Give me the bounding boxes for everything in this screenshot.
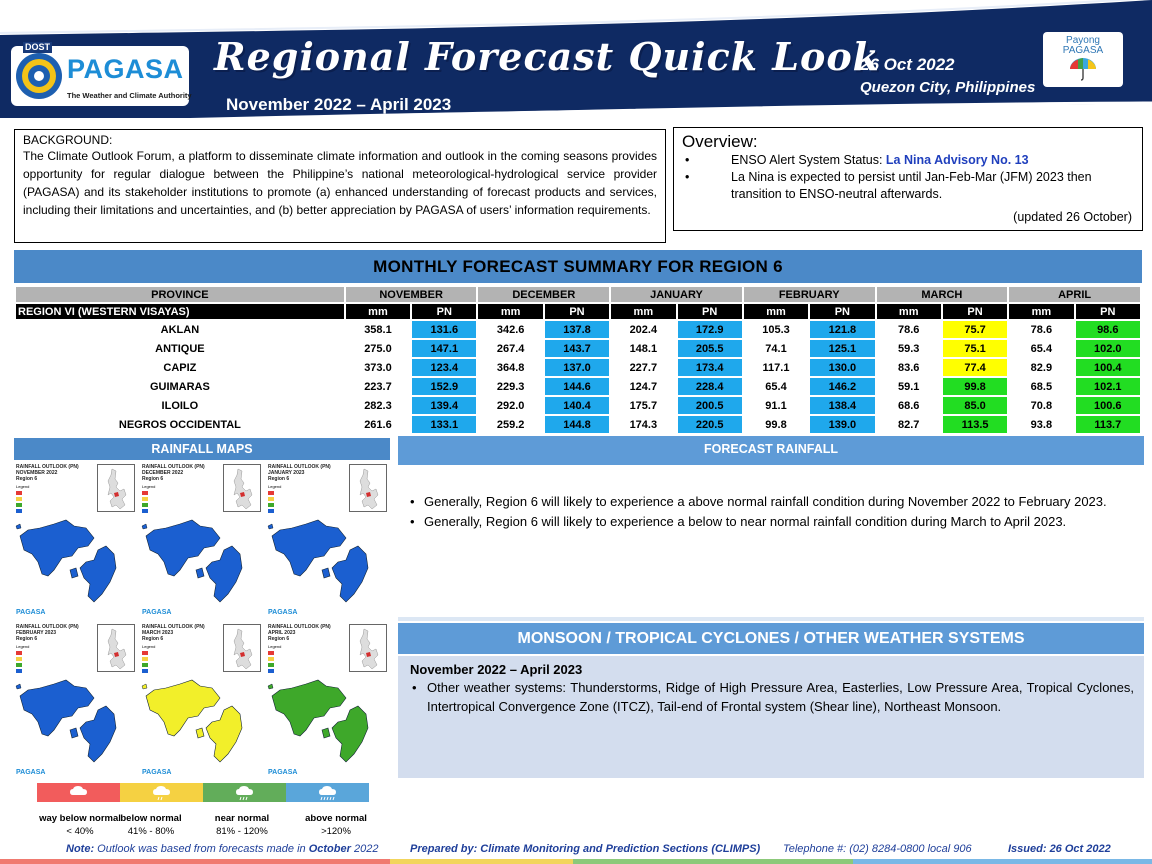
- pn-value: 152.9: [412, 378, 476, 395]
- legend-range: 41% - 80%: [127, 826, 175, 837]
- pn-value: 139.0: [810, 416, 874, 433]
- table-body: [16, 321, 1140, 433]
- pn-value: 228.4: [678, 378, 742, 395]
- legend-range: 81% - 120%: [216, 826, 268, 837]
- map-title-line1: RAINFALL OUTLOOK (PN): [16, 464, 79, 470]
- pn-value: 113.5: [943, 416, 1007, 433]
- section-divider: [398, 617, 1144, 621]
- footer-issued: [1008, 843, 1111, 855]
- table-unit-header-row: [16, 304, 1140, 319]
- forecast-period: November 2022 – April 2023: [226, 95, 452, 114]
- pn-value: 220.5: [678, 416, 742, 433]
- monsoon-period: November 2022 – April 2023: [410, 662, 583, 677]
- pn-value: 85.0: [943, 397, 1007, 414]
- footer-issued-text: Issued: 26 Oct 2022: [1008, 843, 1111, 855]
- legend-category: above normal: [305, 813, 367, 824]
- mm-value: 65.4: [765, 380, 787, 393]
- mm-value: 65.4: [1030, 342, 1053, 355]
- background-section: [14, 129, 666, 243]
- background-heading: BACKGROUND:: [23, 133, 113, 147]
- mm-value: 342.6: [496, 323, 525, 336]
- mm-value: 74.1: [765, 342, 787, 355]
- pn-value: 146.2: [810, 378, 874, 395]
- pn-value: 121.8: [810, 321, 874, 338]
- province-name: GUIMARAS: [149, 380, 210, 393]
- rainfall-maps-title: RAINFALL MAPS: [14, 438, 390, 460]
- mm-value: 93.8: [1030, 418, 1053, 431]
- pn-value: 144.8: [545, 416, 609, 433]
- map-legend-title: Legend: [268, 484, 282, 489]
- monsoon-section: [398, 656, 1144, 778]
- pn-value: 75.1: [943, 340, 1007, 357]
- map-title-line3: Region 6: [268, 636, 290, 642]
- map-title-line3: Region 6: [16, 636, 38, 642]
- mm-value: 229.3: [496, 380, 525, 393]
- pn-value: 123.4: [412, 359, 476, 376]
- pn-value: 172.9: [678, 321, 742, 338]
- footer-bar-yellow: [390, 859, 573, 864]
- map-title-line2: JANUARY 2023: [268, 470, 305, 476]
- table-row: [16, 321, 1140, 338]
- footer-prepared: [410, 843, 760, 855]
- map-title-line2: DECEMBER 2022: [142, 470, 184, 476]
- map-pagasa-brand: PAGASA: [142, 769, 172, 776]
- mm-value: 82.9: [1030, 361, 1053, 374]
- table-row: [16, 340, 1140, 357]
- month-header: JANUARY: [611, 287, 742, 302]
- pn-value: 131.6: [412, 321, 476, 338]
- forecast-summary-table: [14, 285, 1142, 435]
- province-name: ILOILO: [161, 399, 199, 412]
- monsoon-list: [410, 678, 1134, 716]
- map-title-line3: Region 6: [142, 476, 164, 482]
- pn-value: 98.6: [1076, 321, 1140, 338]
- map-title: [16, 464, 79, 482]
- month-header: DECEMBER: [478, 287, 609, 302]
- pn-value: 137.8: [545, 321, 609, 338]
- legend-range: >120%: [321, 826, 351, 837]
- pagasa-tagline: The Weather and Climate Authority: [67, 91, 192, 100]
- legend-label: [286, 812, 386, 838]
- pn-value: 77.4: [943, 359, 1007, 376]
- pn-value: 99.8: [943, 378, 1007, 395]
- mm-value: 275.0: [364, 342, 392, 355]
- mm-header: mm: [1009, 304, 1073, 319]
- mm-value: 174.3: [629, 418, 658, 431]
- mm-value: 373.0: [364, 361, 392, 374]
- pagasa-logo: [11, 42, 192, 106]
- pn-value: 100.4: [1076, 359, 1140, 376]
- pn-value: 125.1: [810, 340, 874, 357]
- mm-value: 78.6: [897, 323, 920, 336]
- map-pagasa-brand: PAGASA: [16, 769, 46, 776]
- map-legend-title: Legend: [142, 484, 156, 489]
- map-title-line1: RAINFALL OUTLOOK (PN): [268, 624, 331, 630]
- mm-value: 68.6: [897, 399, 920, 412]
- rainfall-map: [14, 622, 138, 779]
- map-legend-title: Legend: [268, 644, 282, 649]
- region6-map-icon: [266, 658, 390, 768]
- province-name: CAPIZ: [163, 361, 197, 374]
- overview-heading: Overview:: [682, 132, 758, 151]
- rainfall-legend-bar: [37, 783, 369, 802]
- pn-header: PN: [1076, 304, 1140, 319]
- header-banner: [0, 0, 1152, 120]
- legend-swatch: [203, 783, 286, 802]
- mm-header: mm: [346, 304, 410, 319]
- mm-value: 261.6: [364, 418, 392, 431]
- mm-header: mm: [744, 304, 808, 319]
- map-legend-title: Legend: [16, 484, 30, 489]
- mm-value: 175.7: [629, 399, 658, 412]
- pagasa-seal-icon: [15, 52, 63, 100]
- la-nina-advisory-link[interactable]: La Nina Advisory No. 13: [885, 153, 1029, 167]
- forecast-rainfall-title: FORECAST RAINFALL: [398, 436, 1144, 465]
- rainfall-map: [14, 462, 138, 619]
- province-name: NEGROS OCCIDENTAL: [118, 418, 241, 431]
- legend-swatch: [286, 783, 369, 802]
- legend-label: [192, 812, 292, 838]
- map-title: [268, 624, 331, 642]
- pn-value: 130.0: [810, 359, 874, 376]
- footer-telephone: Telephone #: (02) 8284-0800 local 906: [783, 843, 972, 855]
- rainfall-map: [266, 622, 390, 779]
- rainfall-map: [140, 462, 264, 619]
- mm-value: 148.1: [629, 342, 658, 355]
- region6-map-icon: [266, 498, 390, 608]
- map-title-line2: FEBRUARY 2023: [16, 630, 57, 636]
- mm-value: 267.4: [496, 342, 525, 355]
- footer-note: [66, 843, 378, 855]
- map-pagasa-brand: PAGASA: [142, 609, 172, 616]
- pn-header: PN: [810, 304, 874, 319]
- pn-value: 138.4: [810, 397, 874, 414]
- table-month-header-row: [16, 287, 1140, 302]
- table-row: [16, 416, 1140, 433]
- pn-header: PN: [412, 304, 476, 319]
- rainfall-maps-grid: [14, 462, 390, 780]
- month-header: MARCH: [877, 287, 1008, 302]
- cloud-rain-light-icon: [150, 783, 174, 801]
- mm-value: 99.8: [765, 418, 787, 431]
- mm-header: mm: [611, 304, 675, 319]
- map-title-line1: RAINFALL OUTLOOK (PN): [268, 464, 331, 470]
- mm-value: 202.4: [629, 323, 658, 336]
- mm-value: 59.3: [897, 342, 920, 355]
- pn-value: 133.1: [412, 416, 476, 433]
- month-header: FEBRUARY: [744, 287, 875, 302]
- map-title: [142, 464, 205, 482]
- pn-value: 102.0: [1076, 340, 1140, 357]
- footer-bar-red: [0, 859, 390, 864]
- overview-item-enso: [682, 152, 1134, 169]
- legend-range: < 40%: [66, 826, 94, 837]
- mm-value: 83.6: [897, 361, 920, 374]
- pn-value: 140.4: [545, 397, 609, 414]
- legend-label: [101, 812, 201, 838]
- pn-value: 75.7: [943, 321, 1007, 338]
- pn-value: 173.4: [678, 359, 742, 376]
- footer-note-month: October: [308, 843, 351, 855]
- page-title: Regional Forecast Quick Look: [214, 34, 881, 79]
- cloud-rain-icon: [233, 783, 257, 801]
- map-legend-title: Legend: [142, 644, 156, 649]
- pn-header: PN: [678, 304, 742, 319]
- pn-value: 113.7: [1076, 416, 1140, 433]
- map-pagasa-brand: PAGASA: [268, 609, 298, 616]
- pn-value: 102.1: [1076, 378, 1140, 395]
- legend-swatch: [37, 783, 120, 802]
- umbrella-icon: [1068, 56, 1098, 82]
- footer: [0, 843, 1152, 859]
- month-header: NOVEMBER: [346, 287, 477, 302]
- mm-value: 91.1: [765, 399, 787, 412]
- forecast-rainfall-list: [410, 492, 1134, 532]
- pn-value: 200.5: [678, 397, 742, 414]
- map-title-line1: RAINFALL OUTLOOK (PN): [142, 624, 205, 630]
- region6-map-icon: [14, 498, 138, 608]
- pn-header: PN: [943, 304, 1007, 319]
- enso-status-label: ENSO Alert System Status:: [731, 153, 886, 167]
- map-title-line2: APRIL 2023: [268, 630, 296, 636]
- background-text: The Climate Outlook Forum, a platform to disseminate climate information and outlook in the coming seasons provides opportunity for regular dialogue between the Philippine’s national meteorological-hydrological service provider (PAGASA) and its stakeholder institutions to promote (a) enhanced understanding of forecast products and services, including their limitations and uncertainties, and (b) better appreciation by PAGASA of users’ information requirements.: [23, 149, 657, 217]
- overview-list: [682, 152, 1134, 203]
- cloud-rain-heavy-icon: [316, 783, 340, 801]
- pn-value: 143.7: [545, 340, 609, 357]
- monsoon-title: MONSOON / TROPICAL CYCLONES / OTHER WEATHER SYSTEMS: [398, 623, 1144, 654]
- map-title: [16, 624, 79, 642]
- map-title-line3: Region 6: [16, 476, 38, 482]
- region6-map-icon: [140, 498, 264, 608]
- mm-value: 82.7: [897, 418, 920, 431]
- mm-value: 358.1: [364, 323, 392, 336]
- map-title-line3: Region 6: [142, 636, 164, 642]
- payong-label: Payong: [1066, 35, 1100, 46]
- mm-value: 78.6: [1030, 323, 1053, 336]
- legend-category: below normal: [120, 813, 182, 824]
- legend-swatch: [120, 783, 203, 802]
- footer-note-year: 2022: [350, 843, 379, 855]
- legend-category: near normal: [214, 813, 270, 824]
- issue-date: 26 Oct 2022: [860, 55, 955, 74]
- pn-value: 147.1: [412, 340, 476, 357]
- map-pagasa-brand: PAGASA: [16, 609, 46, 616]
- mm-header: mm: [877, 304, 941, 319]
- pn-value: 137.0: [545, 359, 609, 376]
- region6-map-icon: [14, 658, 138, 768]
- rainfall-map: [266, 462, 390, 619]
- overview-section: [673, 127, 1143, 231]
- map-title-line1: RAINFALL OUTLOOK (PN): [16, 624, 79, 630]
- pn-value: 139.4: [412, 397, 476, 414]
- issue-location: Quezon City, Philippines: [860, 79, 1036, 96]
- mm-value: 117.1: [762, 361, 790, 374]
- mm-value: 124.7: [629, 380, 658, 393]
- pagasa-wordmark: PAGASA: [67, 54, 184, 84]
- pn-value: 144.6: [545, 378, 609, 395]
- mm-value: 259.2: [496, 418, 525, 431]
- mm-value: 282.3: [364, 399, 392, 412]
- overview-updated: (updated 26 October): [1013, 210, 1132, 224]
- forecast-rainfall-item: • Generally, Region 6 will likely to experience a above normal rainfall condition during November 2022 to February 2023.: [410, 492, 1134, 511]
- table-row: [16, 359, 1140, 376]
- mm-value: 223.7: [364, 380, 392, 393]
- map-title: [268, 464, 331, 482]
- map-title-line2: MARCH 2023: [142, 630, 174, 636]
- mm-value: 364.8: [496, 361, 525, 374]
- payong-pagasa-label: PAGASA: [1062, 45, 1104, 56]
- map-legend-title: Legend: [16, 644, 30, 649]
- pn-value: 205.5: [678, 340, 742, 357]
- footer-note-text: Outlook was based from forecasts made in: [94, 843, 309, 855]
- payong-pagasa-logo: [1043, 32, 1123, 87]
- mm-value: 292.0: [496, 399, 525, 412]
- forecast-rainfall-item: • Generally, Region 6 will likely to experience a below to near normal rainfall condition during March to April 2023.: [410, 512, 1134, 531]
- legend-category: way below normal: [39, 813, 121, 824]
- region6-map-icon: [140, 658, 264, 768]
- monsoon-item: • Other weather systems: Thunderstorms, Ridge of High Pressure Area, Easterlies, Low Pressure Area, Tropical Cyclones, Intertropical Convergence Zone (ITCZ), Tail-end of Frontal system (Shear line), Northeast Monsoon.: [410, 678, 1134, 716]
- map-title-line3: Region 6: [268, 476, 290, 482]
- month-header: APRIL: [1009, 287, 1140, 302]
- footer-prepared-text: Prepared by: Climate Monitoring and Prediction Sections (CLIMPS): [410, 843, 761, 855]
- mm-value: 68.5: [1030, 380, 1053, 393]
- footer-note-label: Note:: [66, 843, 95, 855]
- overview-item-la-nina: • La Nina is expected to persist until Jan-Feb-Mar (JFM) 2023 then transition to ENSO-neutral afterwards.: [682, 169, 1134, 203]
- pn-value: 100.6: [1076, 397, 1140, 414]
- summary-title: MONTHLY FORECAST SUMMARY FOR REGION 6: [14, 250, 1142, 283]
- table-row: [16, 397, 1140, 414]
- mm-value: 227.7: [629, 361, 658, 374]
- table-row: [16, 378, 1140, 395]
- region-label: REGION VI (WESTERN VISAYAS): [16, 304, 344, 319]
- mm-header: mm: [478, 304, 542, 319]
- province-name: AKLAN: [160, 323, 200, 336]
- map-title: [142, 624, 205, 642]
- mm-value: 105.3: [762, 323, 790, 336]
- cloud-icon: [67, 783, 91, 801]
- map-pagasa-brand: PAGASA: [268, 769, 298, 776]
- footer-bar-blue: [853, 859, 1152, 864]
- rainfall-map: [140, 622, 264, 779]
- dost-label: DOST: [25, 42, 51, 52]
- mm-value: 59.1: [897, 380, 920, 393]
- mm-value: 70.8: [1030, 399, 1053, 412]
- pn-header: PN: [545, 304, 609, 319]
- province-name: ANTIQUE: [155, 342, 205, 355]
- province-header: PROVINCE: [16, 287, 344, 302]
- map-title-line2: NOVEMBER 2022: [16, 470, 58, 476]
- footer-color-bar: [0, 859, 1152, 864]
- footer-bar-green: [573, 859, 853, 864]
- map-title-line1: RAINFALL OUTLOOK (PN): [142, 464, 205, 470]
